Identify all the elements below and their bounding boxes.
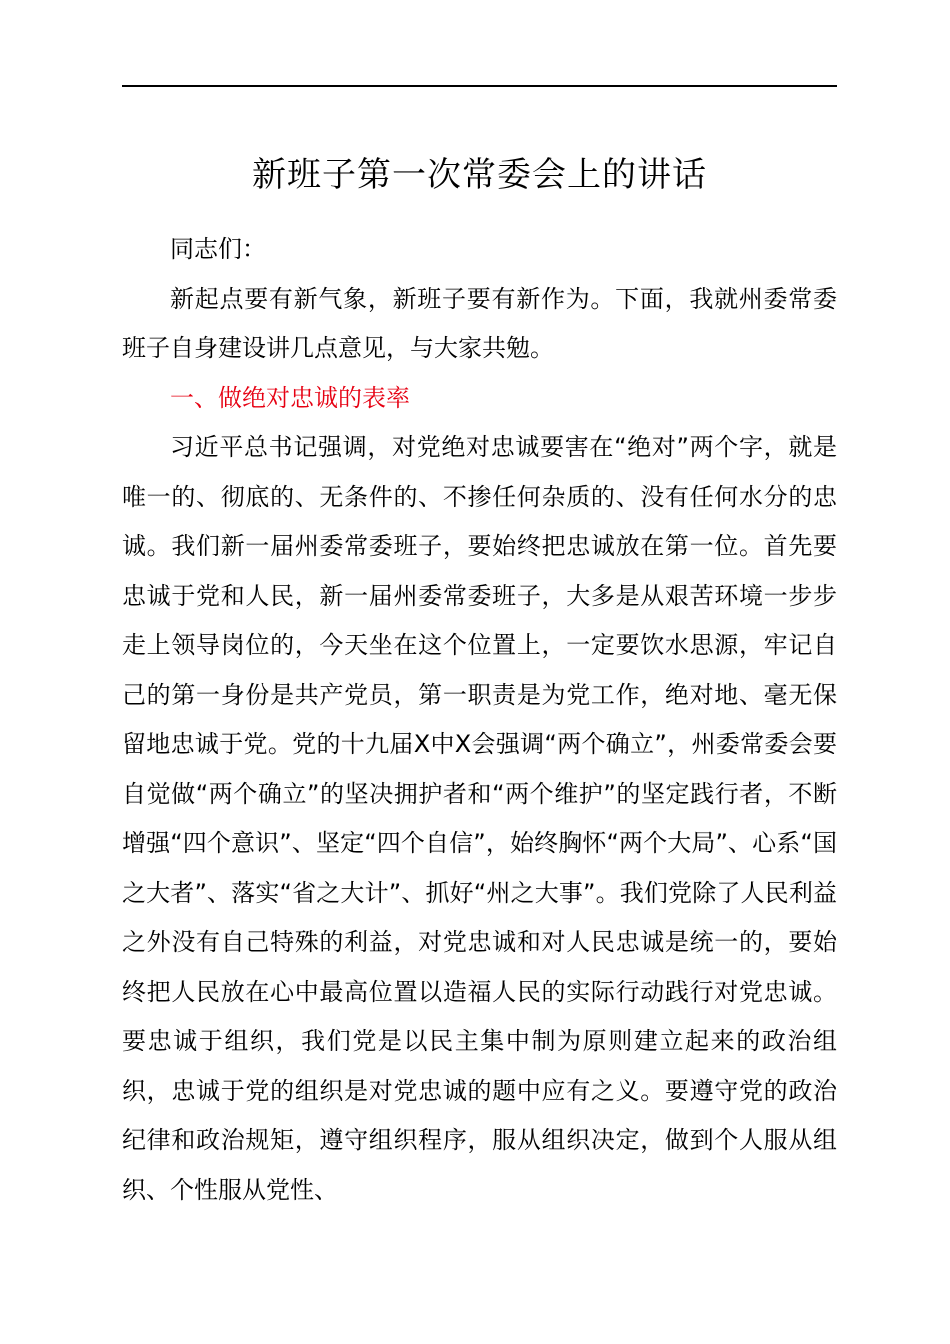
header-rule: [122, 85, 837, 87]
document-body: [122, 225, 837, 1215]
intro-paragraph: 新起点要有新气象，新班子要有新作为。下面，我就州委常委班子自身建设讲几点意见，与大家共勉。: [122, 284, 837, 362]
section-paragraph: 习近平总书记强调，对党绝对忠诚要害在“绝对”两个字，就是唯一的、彻底的、无条件的、不掺任何杂质的、没有任何水分的忠诚。我们新一届州委常委班子，要始终把忠诚放在第一位。首先要忠诚于党和人民，新一届州委常委班子，大多是从艰苦环境一步步走上领导岗位的，今天坐在这个位置上，一定要饮水思源，牢记自己的第一身份是共产党员，第一职责是为党工作，绝对地、毫无保留地忠诚于党。党的十九届X中X会强调“两个确立”，州委常委会要自觉做“两个确立”的坚决拥护者和“两个维护”的坚定践行者，不断增强“四个意识”、坚定“四个自信”，始终胸怀“两个大局”、心系“国之大者”、落实“省之大计”、抓好“州之大事”。我们党除了人民利益之外没有自己特殊的利益，对党忠诚和对人民忠诚是统一的，要始终把人民放在心中最高位置以造福人民的实际行动践行对党忠诚。要忠诚于组织，我们党是以民主集中制为原则建立起来的政治组织，忠诚于党的组织是对党忠诚的题中应有之义。要遵守党的政治纪律和政治规矩，遵守组织程序，服从组织决定，做到个人服从组织、个性服从党性、: [122, 433, 837, 1204]
document-title: 新班子第一次常委会上的讲话: [252, 155, 707, 195]
salutation: 同志们：: [170, 235, 266, 263]
section-heading: 一、做绝对忠诚的表率: [170, 383, 410, 412]
